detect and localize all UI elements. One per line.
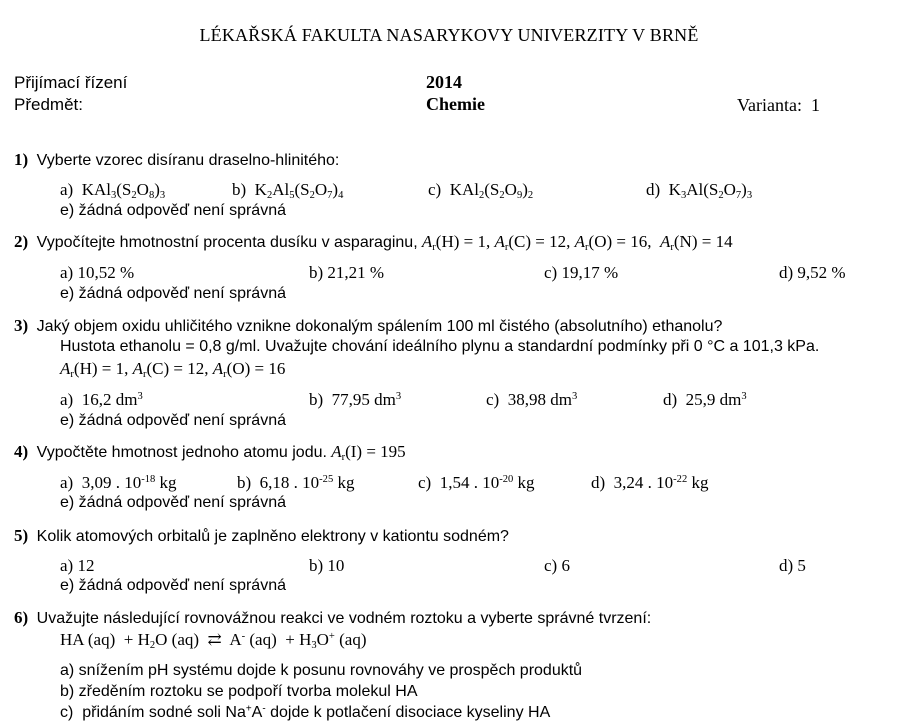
question-number: 2) <box>14 232 29 251</box>
question-text: Vypočtěte hmotnost jednoho atomu jodu. <box>36 444 327 461</box>
page-title: LÉKAŘSKÁ FAKULTA NASARYKOVY UNIVERZITY V BRNĚ <box>199 25 699 45</box>
answer-6c: c) přidáním sodné soli Na+A- dojde k potlačení disociace kyseliny HA <box>60 703 551 721</box>
answer-6a: a) snížením pH systému dojde k posunu rovnováhy ve prospěch produktů <box>60 662 583 679</box>
question-text: Jaký objem oxidu uhličitého vznikne dokonalým spálením 100 ml čistého (absolutního) ethanolu? <box>36 318 723 335</box>
variant-number: 1 <box>810 95 820 115</box>
answer-6b: b) zředěním roztoku se podpoří tvorba molekul HA <box>60 683 418 700</box>
answer-5a: a) 12 <box>60 556 95 575</box>
answer-1d: d) $K_3Al(S_2O_7)_3$ <box>646 180 753 201</box>
question-number: 3) <box>14 316 29 335</box>
question-number: 5) <box>14 526 29 545</box>
answer-3d: d) 25,9 $dm^3$ <box>663 390 747 409</box>
answer-3c: c) 38,98 $dm^3$ <box>486 390 578 409</box>
question-number: 1) <box>14 150 29 169</box>
answer-2a: a) 10,52 % <box>60 263 135 282</box>
subject-label: Předmět: <box>14 95 83 114</box>
answer-4b: b) 6,18 . $10^{-25}$ kg <box>237 473 355 492</box>
question-3-conditions: Hustota ethanolu = 0,8 g/ml. Uvažujte chování ideálního plynu a standardní podmínky při 0 °C a 101,3 kPa. <box>60 338 820 355</box>
answer-1b: b) $K_2Al_5(S_2O_7)_4$ <box>232 180 344 201</box>
answer-1a: a) $KAl_3(S_2O_8)_3$ <box>60 180 166 201</box>
question-text: Kolik atomových orbitalů je zaplněno elektrony v kationtu sodném? <box>36 528 509 545</box>
variant <box>737 96 820 114</box>
answer-5e: e) žádná odpověď není správná <box>60 577 286 594</box>
answer-2b: b) 21,21 % <box>309 263 385 282</box>
answer-5c: c) 6 <box>544 556 570 575</box>
variant-label: Varianta: <box>737 95 802 115</box>
answer-2d: d) 9,52 % <box>779 263 846 282</box>
answer-4d: d) 3,24 . $10^{-22}$ kg <box>591 473 709 492</box>
question-4: 4) Vypočtěte hmotnost jednoho atomu jodu. $A_r(I) = 195$ <box>14 442 406 463</box>
question-5 <box>14 527 509 545</box>
answer-1c: c) $KAl_2(S_2O_9)_2$ <box>428 180 534 201</box>
question-3-masses: $A_r(H) = 1$, $A_r(C) = 12$, $A_r(O) = 16$ <box>60 359 286 380</box>
answer-4e: e) žádná odpověď není správná <box>60 494 286 511</box>
answer-5b: b) 10 <box>309 556 345 575</box>
answer-1e: e) žádná odpověď není správná <box>60 202 286 219</box>
answer-2c: c) 19,17 % <box>544 263 619 282</box>
question-1 <box>14 151 339 169</box>
question-text: Vyberte vzorec disíranu draselno-hlinitého: <box>36 152 340 169</box>
subject-name: Chemie <box>426 94 485 114</box>
equilibrium-arrow-icon: ⇄ <box>207 630 222 649</box>
answer-3b: b) 77,95 $dm^3$ <box>309 390 402 409</box>
question-text: Uvažujte následující rovnovážnou reakci ve vodném roztoku a vyberte správné tvrzení: <box>36 610 652 627</box>
question-number: 6) <box>14 608 29 627</box>
answer-3a: a) 16,2 $dm^3$ <box>60 390 143 409</box>
reaction-equation: HA $(aq) + H_2O$ (aq) ⇄ A- $(aq) + H_3O^+$ (aq) <box>60 630 367 651</box>
answer-3e: e) žádná odpověď není správná <box>60 412 286 429</box>
exam-year: 2014 <box>426 72 462 92</box>
answer-4c: c) 1,54 . $10^{-20}$ kg <box>418 473 535 492</box>
answer-2e: e) žádná odpověď není správná <box>60 285 286 302</box>
exam-label: Přijímací řízení <box>14 73 128 92</box>
question-2: 2) Vypočítejte hmotnostní procenta dusíku v asparaginu, $A_r(H) = 1$, $A_r(C) = 12$, $A_r(O) = 16$, $A_r(N) = 14$ <box>14 232 733 253</box>
question-6 <box>14 609 651 627</box>
question-number: 4) <box>14 442 29 461</box>
answer-5d: d) 5 <box>779 556 806 575</box>
question-3 <box>14 317 722 335</box>
answer-4a: a) 3,09 . $10^{-18}$ kg <box>60 473 177 492</box>
